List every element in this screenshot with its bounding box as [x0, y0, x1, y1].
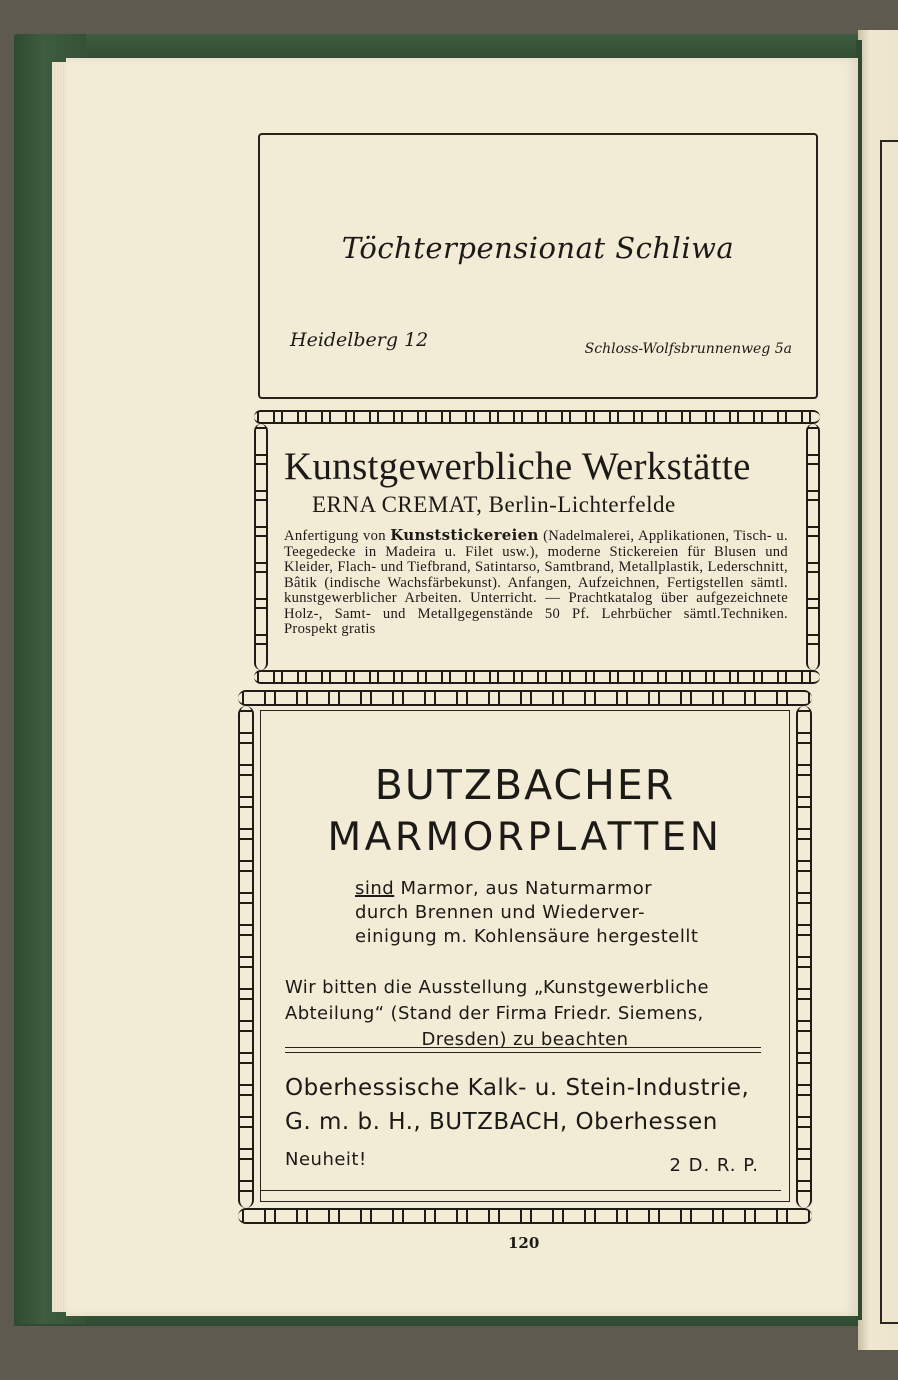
ad-workshop-body-intro: Anfertigung von [284, 528, 391, 544]
ad-marble-exh-line3: Dresden) zu beachten [421, 1029, 629, 1050]
ad-marble-underlined-word: sind [355, 878, 395, 899]
divider-rule [261, 1190, 781, 1191]
chain-border-bottom [254, 670, 820, 684]
ad-marble-patent: 2 D. R. P. [669, 1155, 759, 1176]
ad-workshop [254, 410, 820, 684]
ad-marble [238, 690, 812, 1224]
ad-marble-description [355, 877, 715, 949]
ad-marble-exhibition [285, 975, 765, 1053]
ad-pension [258, 133, 818, 399]
ad-marble-exh-line2: Abteilung“ (Stand der Firma Friedr. Siemens, [285, 1003, 704, 1024]
chain-border-left [238, 706, 254, 1208]
ad-workshop-body [284, 528, 788, 638]
ad-marble-exh-line1: Wir bitten die Ausstellung „Kunstgewerbliche [285, 977, 710, 998]
ad-workshop-body-rest: (Nadelmalerei, Applikationen, Tisch- u. Teegedecke in Madeira u. Filet usw.), moderne Stickereien für Blusen und Kleider, Flach- und Tiefbrand, Satintarso, Samtbrand, Metallplastik, Lederschnitt, Bâtik (indische Wachsfärbekunst). Anfangen, Aufzeichnen, Fertigstellen sämtl. kunstgewerblicher Arbeiten. Unterricht. — Prachtkatalog über aufgezeichnete Holz-, Samt- und Metallgegenstände 50 Pf. Lehrbücher sämtl.Techniken. Prospekt gratis [284, 528, 788, 637]
ad-marble-company-line1: Oberhessische Kalk- u. Stein-Industrie, [285, 1075, 750, 1101]
chain-border-bottom [238, 1208, 812, 1224]
ad-pension-title: Töchterpensionat Schliwa [341, 231, 735, 265]
chain-border-left [254, 424, 268, 670]
ad-marble-inner-frame [260, 710, 790, 1202]
ad-workshop-heading: Kunstgewerbliche Werkstätte [284, 445, 751, 488]
ad-workshop-owner: ERNA CREMAT, Berlin-Lichterfelde [312, 492, 676, 517]
ad-marble-novelty: Neuheit! [285, 1149, 367, 1170]
ad-marble-desc-line1: Marmor, aus Naturmarmor [394, 878, 653, 899]
page-number: 120 [508, 1234, 540, 1252]
divider-rule [285, 1047, 761, 1048]
chain-border-top [254, 410, 820, 424]
ad-pension-address: Schloss-Wolfsbrunnenweg 5a [584, 341, 792, 357]
next-page-frame [880, 140, 898, 1324]
ad-marble-desc-line3: einigung m. Kohlensäure hergestellt [355, 926, 699, 947]
ad-marble-company-line2: G. m. b. H., BUTZBACH, Oberhessen [285, 1109, 718, 1135]
ad-marble-desc-line2: durch Brennen und Wiederver- [355, 902, 646, 923]
ad-marble-heading-1: BUTZBACHER [374, 761, 676, 809]
chain-border-right [806, 424, 820, 670]
ad-pension-city: Heidelberg 12 [290, 329, 429, 351]
chain-border-right [796, 706, 812, 1208]
ad-workshop-body-bold: Kunststickereien [390, 526, 539, 544]
chain-border-top [238, 690, 812, 706]
divider-rule [285, 1052, 761, 1053]
ad-marble-heading-2: MARMORPLATTEN [327, 815, 723, 860]
